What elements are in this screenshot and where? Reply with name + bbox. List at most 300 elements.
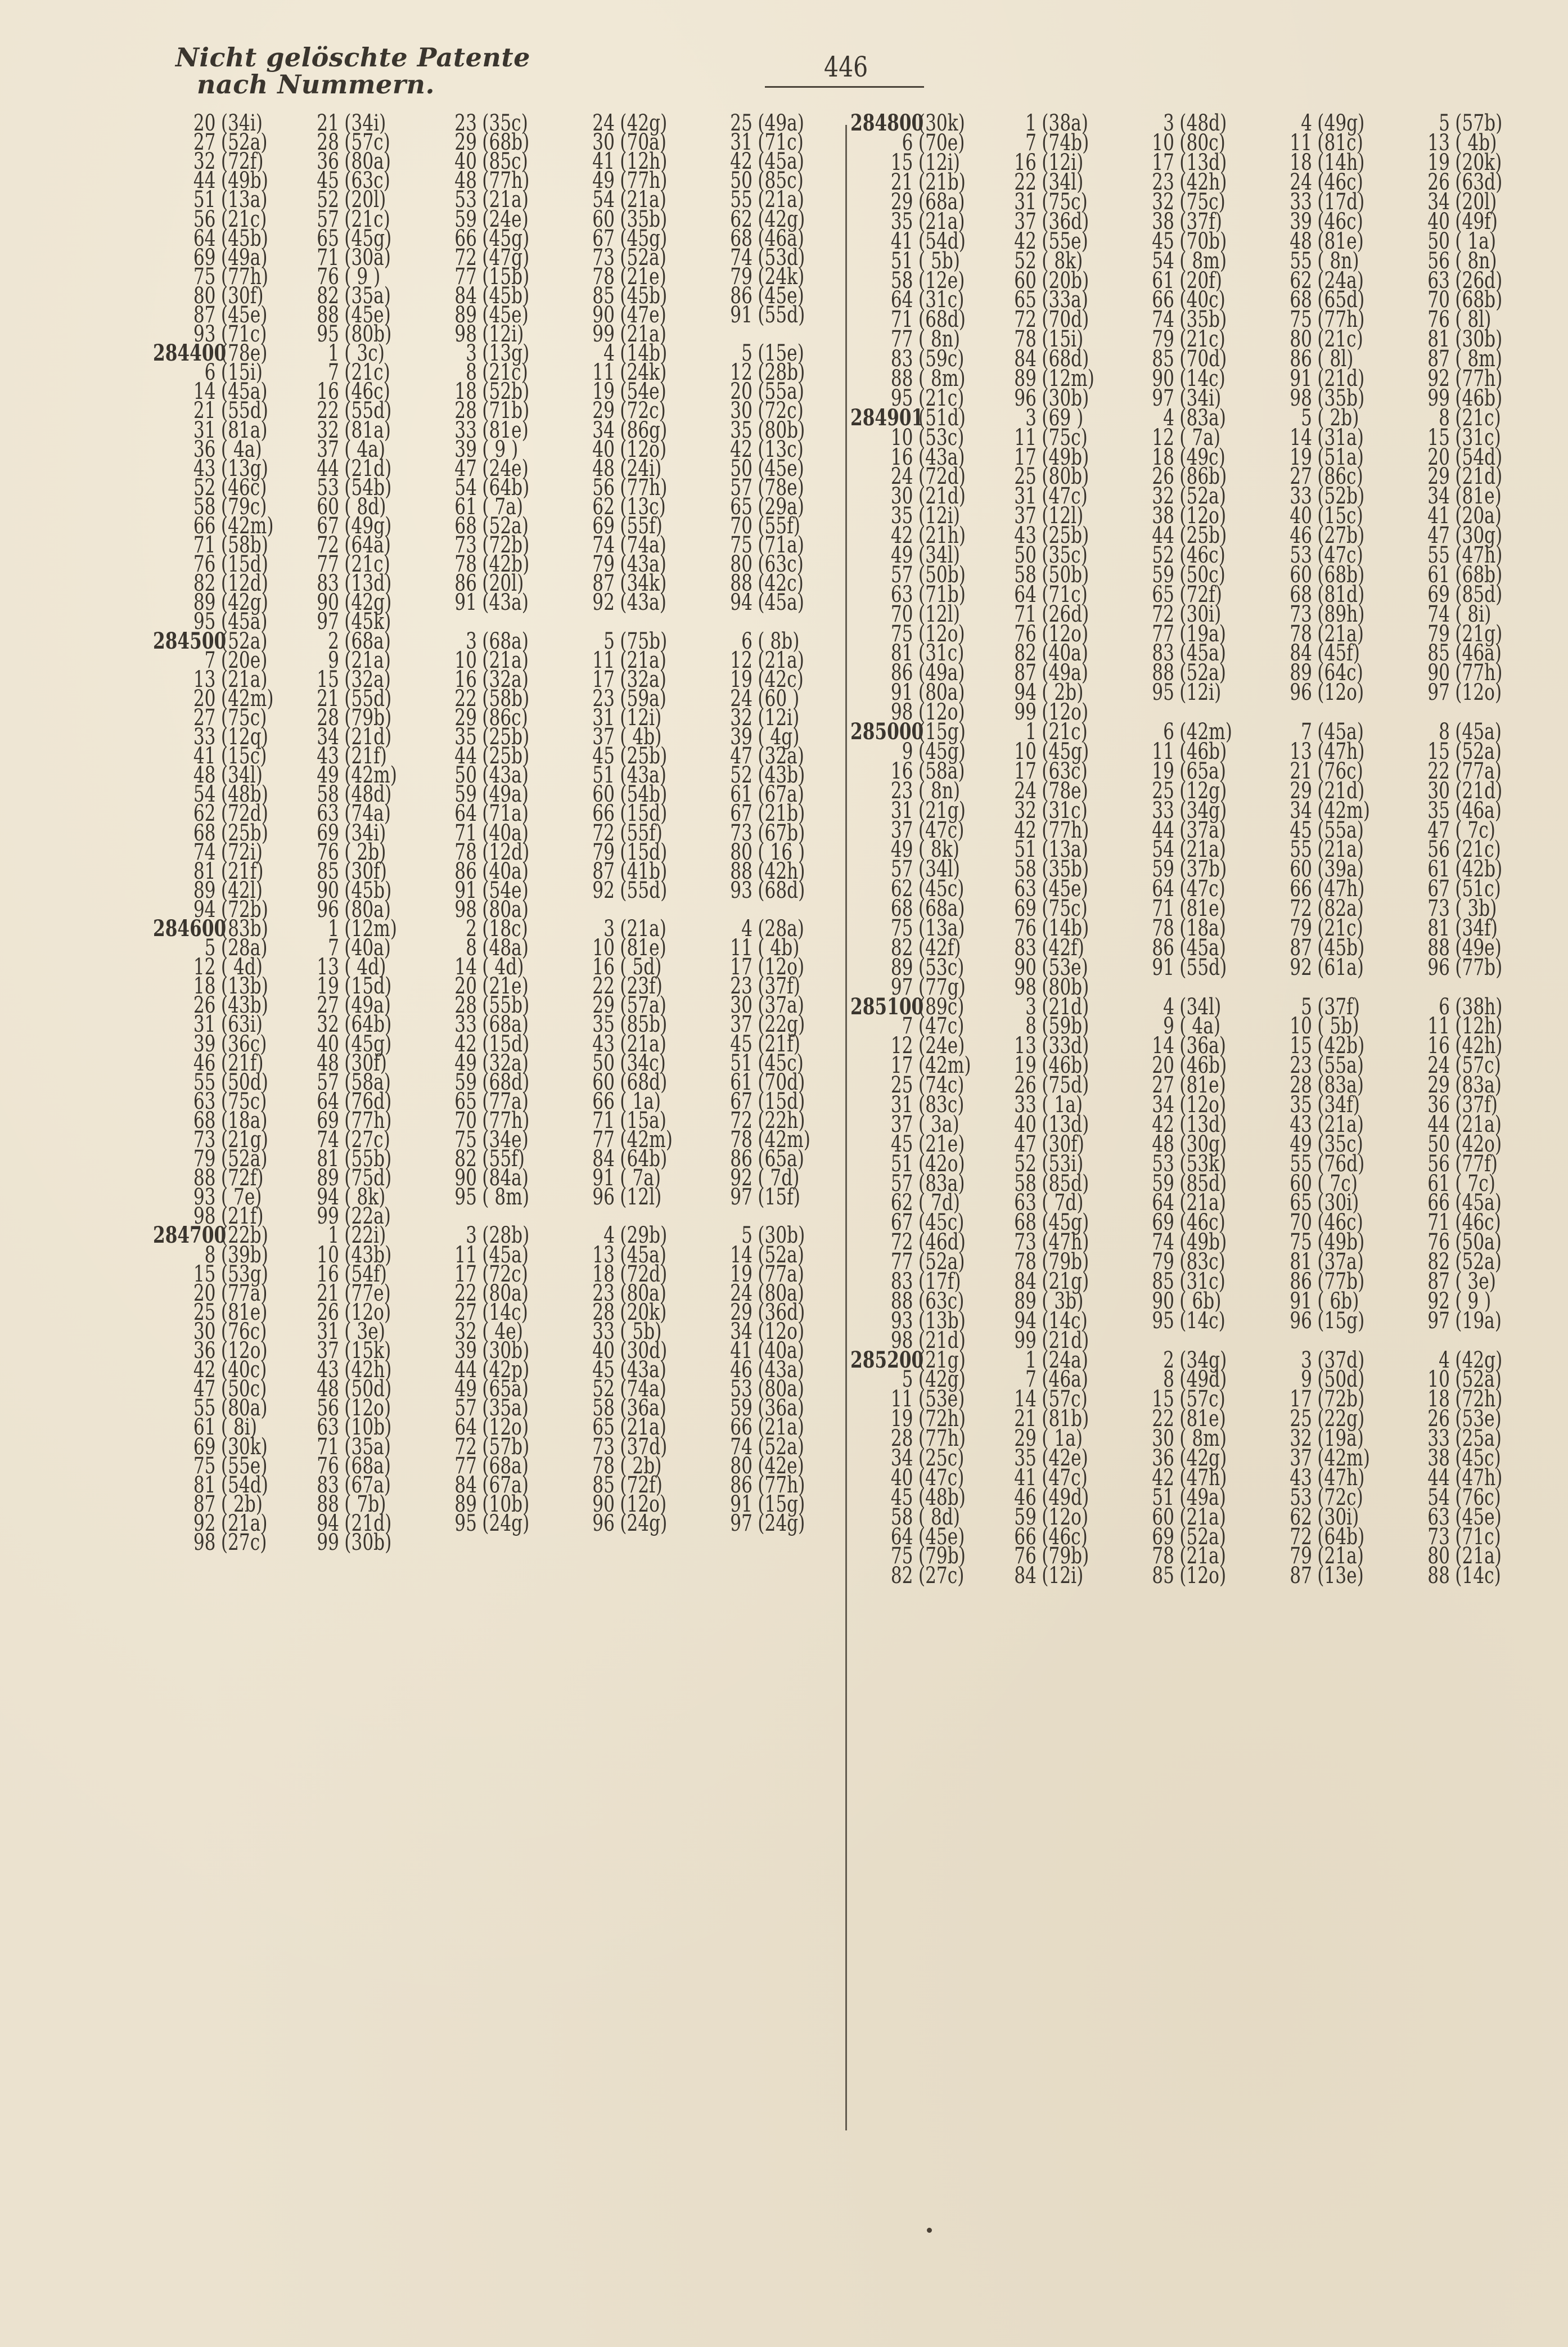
- patent-class: (81e): [620, 935, 666, 961]
- patent-number: 87: [1290, 1563, 1312, 1589]
- patent-class: (67a): [758, 781, 804, 808]
- patent-number: 18: [1427, 1386, 1450, 1413]
- patent-class: (77h): [1042, 817, 1089, 843]
- patent-class: (72d): [620, 1261, 668, 1287]
- patent-number: 45: [890, 1131, 913, 1157]
- patent-class: (45b): [482, 282, 530, 309]
- patent-class: (52a): [482, 513, 529, 539]
- patent-class: (12i): [1042, 150, 1084, 176]
- patent-number: 39: [1290, 208, 1312, 235]
- patent-number: 69: [317, 820, 339, 846]
- patent-number: 90: [592, 302, 615, 328]
- patent-class: (42f): [1042, 934, 1084, 961]
- patent-class: ( 8m): [1455, 346, 1503, 372]
- patent-class: (80c): [1179, 130, 1225, 156]
- patent-number: 79: [1152, 1249, 1174, 1275]
- patent-number: 92: [592, 590, 615, 616]
- patent-number: 92: [730, 1165, 753, 1192]
- patent-number: 87: [592, 570, 615, 597]
- patent-class: (71c): [1455, 1523, 1501, 1550]
- patent-class: (29a): [758, 493, 804, 520]
- patent-number: 76: [1014, 915, 1037, 941]
- patent-class: (21a): [1179, 1190, 1226, 1216]
- patent-class: ( 4a): [1179, 1013, 1221, 1040]
- patent-class: (21a): [1455, 1111, 1502, 1137]
- patent-class: (54d): [1455, 444, 1503, 470]
- patent-number: 54: [1152, 248, 1174, 274]
- patent-class: (42o): [918, 1150, 965, 1177]
- patent-number: 65: [592, 1414, 615, 1441]
- patent-number: 72: [592, 820, 615, 846]
- patent-class: ( 8d): [344, 493, 386, 520]
- patent-class: (30g): [1455, 523, 1503, 549]
- patent-class: (37f): [758, 973, 800, 1000]
- patent-number: 4: [603, 340, 615, 367]
- patent-class: (24k): [758, 263, 805, 290]
- patent-number: 61: [730, 781, 753, 808]
- patent-number: 42: [1014, 228, 1037, 254]
- patent-number: 50: [592, 1050, 615, 1076]
- patent-class: (20k): [1455, 150, 1502, 176]
- patent-number: 45: [592, 743, 615, 770]
- patent-number: 60: [1290, 856, 1312, 883]
- patent-class: (53d): [758, 244, 805, 271]
- patent-class: (77h): [620, 168, 668, 194]
- patent-class: (45b): [220, 225, 268, 251]
- patent-number: 71: [1014, 601, 1037, 627]
- patent-class: (12o): [1179, 1091, 1227, 1118]
- patent-class: (47c): [918, 1013, 965, 1040]
- patent-class: (21d): [1455, 777, 1503, 804]
- patent-class: (21e): [918, 1131, 965, 1157]
- patent-class: (30f): [220, 282, 264, 309]
- patent-number: 15: [1290, 1033, 1312, 1059]
- patent-number: 74: [592, 532, 615, 559]
- patent-class: (34l): [918, 856, 960, 883]
- header-rule: [765, 86, 924, 88]
- patent-class: ( 8k): [918, 837, 959, 863]
- patent-number: 78: [1014, 1249, 1037, 1275]
- patent-class: (15b): [482, 263, 530, 290]
- patent-class: (21a): [1317, 1111, 1364, 1137]
- patent-number: 25: [1014, 464, 1037, 490]
- patent-class: (12o): [620, 436, 667, 462]
- patent-number: 62: [890, 876, 913, 902]
- patent-class: (14c): [482, 1299, 528, 1325]
- patent-number: 37: [730, 1011, 753, 1038]
- patent-base-number: 285200: [850, 1346, 924, 1373]
- patent-number: 79: [592, 551, 615, 578]
- patent-number: 43: [1014, 523, 1037, 549]
- patent-number: 1: [1025, 719, 1037, 745]
- patent-class: (30g): [1179, 1131, 1227, 1157]
- patent-number: 56: [317, 1395, 339, 1422]
- patent-class: (42h): [1455, 1033, 1503, 1059]
- patent-number: 60: [317, 493, 339, 520]
- patent-class: (68a): [482, 1011, 529, 1038]
- patent-number: 82: [890, 934, 913, 961]
- patent-class: ( 8n): [918, 777, 961, 804]
- patent-number: 90: [317, 590, 339, 616]
- patent-number: 46: [1290, 523, 1312, 549]
- patent-number: 15: [1152, 1386, 1174, 1413]
- patent-entry: [1418, 680, 1556, 706]
- patent-class: (35a): [482, 1395, 529, 1422]
- patent-number: 1: [328, 340, 339, 367]
- patent-number: 48: [592, 455, 615, 482]
- patent-class: (42c): [758, 666, 804, 693]
- patent-class: (21c): [344, 359, 390, 386]
- patent-class: (34g): [1179, 797, 1227, 824]
- patent-number: 31: [193, 1011, 216, 1038]
- patent-class: (77g): [918, 974, 966, 1000]
- patent-class: (46a): [758, 225, 804, 251]
- patent-number: 66: [193, 513, 216, 539]
- patent-number: 78: [1290, 621, 1312, 647]
- patent-class: (45e): [758, 455, 804, 482]
- patent-number: 72: [454, 244, 477, 271]
- patent-number: 76: [1427, 307, 1450, 333]
- patent-class: (12o): [918, 699, 965, 726]
- patent-class: (24a): [1042, 1347, 1088, 1373]
- patent-number: 23: [592, 1280, 615, 1306]
- patent-class: (14b): [620, 340, 668, 367]
- patent-number: 7: [328, 935, 339, 961]
- patent-number: 48: [454, 168, 477, 194]
- patent-class: (45b): [620, 282, 668, 309]
- patent-number: 52: [730, 762, 753, 789]
- patent-number: 88: [730, 570, 753, 597]
- patent-class: (80b): [344, 321, 392, 348]
- patent-class: (28b): [758, 359, 805, 386]
- patent-class: (21a): [1317, 837, 1364, 863]
- patent-class: (55f): [620, 820, 663, 846]
- patent-number: 49: [592, 168, 615, 194]
- patent-class: (59a): [620, 685, 666, 712]
- patent-class: (47c): [1317, 542, 1363, 569]
- patent-number: 8: [1163, 1366, 1174, 1393]
- patent-number: 26: [1152, 464, 1174, 490]
- patent-class: (24k): [620, 359, 667, 386]
- patent-number: 70: [890, 601, 913, 627]
- patent-number: 86: [454, 858, 477, 884]
- patent-class: (42o): [1455, 1131, 1502, 1157]
- patent-number: 42: [890, 523, 913, 549]
- patent-class: (27c): [344, 1127, 390, 1153]
- patent-number: 30: [1427, 777, 1450, 804]
- patent-number: 74: [193, 839, 216, 865]
- patent-class: (21b): [758, 801, 805, 827]
- patent-number: 36: [193, 436, 216, 462]
- patent-class: (86c): [482, 704, 528, 731]
- patent-number: 24: [730, 685, 753, 712]
- patent-class: (45e): [220, 302, 268, 328]
- patent-class: (21g): [918, 1347, 966, 1373]
- patent-class: (77h): [1455, 660, 1503, 686]
- patent-class: (82a): [1317, 896, 1364, 922]
- patent-class: (52a): [1179, 1523, 1226, 1550]
- patent-class: (34i): [1179, 385, 1222, 411]
- patent-number: 32: [1152, 483, 1174, 510]
- patent-class: (15a): [620, 1107, 666, 1134]
- patent-class: (43a): [482, 762, 529, 789]
- patent-number: 33: [454, 417, 477, 443]
- patent-number: 74: [1152, 307, 1174, 333]
- patent-class: ( 7c): [1455, 817, 1495, 843]
- patent-class: (42h): [344, 1357, 392, 1383]
- patent-number: 89: [1290, 660, 1312, 686]
- patent-class: ( 4d): [344, 954, 386, 981]
- patent-class: (12o): [220, 1338, 268, 1364]
- patent-number: 2: [1163, 1347, 1174, 1373]
- patent-class: (21c): [1317, 915, 1363, 941]
- patent-class: (68d): [620, 1069, 668, 1095]
- patent-class: (21d): [1317, 777, 1365, 804]
- patent-class: ( 8n): [1317, 248, 1359, 274]
- patent-class: (21d): [344, 455, 392, 482]
- patent-class: (45b): [1317, 934, 1365, 961]
- patent-class: (85d): [1042, 1170, 1089, 1197]
- patent-class: (20l): [344, 187, 386, 213]
- patent-class: (55a): [1317, 817, 1364, 843]
- patent-class: ( 5d): [620, 954, 662, 981]
- patent-class: (70d): [1179, 346, 1227, 372]
- patent-class: (12o): [1317, 680, 1364, 706]
- patent-number: 96: [1290, 1307, 1312, 1334]
- patent-class: (46c): [1042, 1523, 1088, 1550]
- patent-class: (15i): [220, 359, 263, 386]
- patent-number: 68: [730, 225, 753, 251]
- patent-class: (37d): [1317, 1347, 1365, 1373]
- patent-number: 61: [1427, 1170, 1450, 1197]
- patent-class: (45g): [344, 1031, 392, 1057]
- patent-class: (45e): [344, 302, 391, 328]
- patent-class: (53k): [1179, 1150, 1227, 1177]
- patent-class: (21f): [758, 1031, 800, 1057]
- patent-number: 9: [1301, 1366, 1312, 1393]
- patent-class: (75c): [1179, 189, 1225, 215]
- patent-number: 69: [193, 244, 216, 271]
- patent-number: 87: [1290, 934, 1312, 961]
- patent-class: (48d): [344, 781, 392, 808]
- patent-number: 48: [317, 1050, 339, 1076]
- patent-number: 98: [890, 1327, 913, 1354]
- patent-class: (77h): [1455, 366, 1503, 392]
- patent-number: 56: [193, 206, 216, 232]
- patent-number: 37: [1014, 208, 1037, 235]
- patent-entry: [1142, 954, 1280, 981]
- patent-class: (12l): [1042, 503, 1084, 529]
- patent-number: 10: [1152, 130, 1174, 156]
- patent-class: (45a): [758, 590, 804, 616]
- patent-class: (42m): [918, 1053, 971, 1079]
- patent-number: 37: [317, 1338, 339, 1364]
- patent-entry: [583, 590, 720, 616]
- patent-class: (30i): [1317, 1190, 1359, 1216]
- patent-class: (17d): [1317, 189, 1365, 215]
- patent-number: 40: [592, 436, 615, 462]
- patent-number: 57: [890, 856, 913, 883]
- patent-number: 99: [1014, 1327, 1037, 1354]
- patent-number: 91: [730, 1491, 753, 1517]
- patent-class: (25b): [482, 724, 530, 750]
- patent-number: 29: [592, 398, 615, 424]
- patent-number: 84: [454, 282, 477, 309]
- patent-number: 45: [730, 1031, 753, 1057]
- patent-number: 71: [1152, 896, 1174, 922]
- patent-number: 7: [1301, 719, 1312, 745]
- patent-number: 28: [592, 1299, 615, 1325]
- patent-number: 34: [592, 417, 615, 443]
- patent-class: (13b): [220, 973, 268, 1000]
- patent-column-left: [153, 110, 858, 1555]
- patent-class: (47h): [1317, 1464, 1365, 1491]
- patent-number: 1: [1025, 1347, 1037, 1373]
- patent-number: 84: [1014, 346, 1037, 372]
- patent-class: (46c): [1317, 208, 1363, 235]
- patent-class: (70a): [620, 129, 666, 156]
- patent-number: 36: [1427, 1091, 1450, 1118]
- patent-number: 68: [193, 820, 216, 846]
- patent-class: (37a): [1179, 817, 1226, 843]
- patent-number: 88: [730, 858, 753, 884]
- patent-number: 73: [592, 1433, 615, 1460]
- patent-class: ( 3b): [1042, 1288, 1084, 1314]
- patent-number: 33: [454, 1011, 477, 1038]
- patent-class: (81d): [1317, 581, 1365, 608]
- patent-class: (86b): [1179, 464, 1227, 490]
- patent-number: 49: [1290, 1131, 1312, 1157]
- patent-number: 97: [1152, 385, 1174, 411]
- patent-number: 16: [317, 1261, 339, 1287]
- patent-class: (55d): [344, 685, 392, 712]
- patent-number: 73: [1427, 896, 1450, 922]
- patent-number: 41: [730, 1338, 753, 1364]
- patent-number: 52: [193, 474, 216, 501]
- patent-number: 6: [1163, 719, 1174, 745]
- patent-class: ( 7b): [344, 1491, 386, 1517]
- patent-class: (15d): [620, 839, 668, 865]
- patent-class: (34f): [1455, 915, 1498, 941]
- patent-number: 97: [730, 1184, 753, 1211]
- patent-number: 45: [1290, 817, 1312, 843]
- patent-number: 1: [328, 1222, 339, 1249]
- running-head-line-2: nach Nummern.: [197, 69, 435, 100]
- patent-class: (53e): [1042, 954, 1088, 981]
- patent-class: (43a): [620, 762, 666, 789]
- patent-class: (71a): [482, 801, 529, 827]
- patent-number: 90: [317, 877, 339, 903]
- patent-class: (37f): [1179, 208, 1222, 235]
- patent-number: 83: [890, 346, 913, 372]
- patent-number: 97: [730, 1510, 753, 1536]
- patent-class: (46c): [1455, 1210, 1501, 1236]
- patent-class: (50c): [1179, 561, 1225, 588]
- patent-class: (42g): [1455, 1347, 1503, 1373]
- patent-class: (34f): [1317, 1091, 1360, 1118]
- patent-class: (42m): [758, 1127, 810, 1153]
- patent-class: (42e): [1042, 1445, 1088, 1471]
- patent-class: (77h): [620, 474, 668, 501]
- patent-class: ( 8k): [344, 1184, 386, 1211]
- patent-number: 60: [592, 206, 615, 232]
- patent-number: 46: [730, 1357, 753, 1383]
- patent-number: 80: [730, 551, 753, 578]
- patent-class: (35b): [1042, 856, 1089, 883]
- patent-class: ( 4a): [220, 436, 262, 462]
- patent-number: 4: [1301, 110, 1312, 137]
- patent-entry: [1418, 954, 1556, 981]
- patent-class: (81e): [1317, 228, 1364, 254]
- patent-class: (72b): [482, 532, 530, 559]
- patent-number: 19: [317, 973, 339, 1000]
- patent-number: 22: [454, 1280, 477, 1306]
- patent-class: (77b): [1317, 1268, 1365, 1294]
- patent-class: (55f): [620, 513, 663, 539]
- patent-class: (40a): [344, 935, 391, 961]
- patent-class: (65a): [482, 1376, 529, 1402]
- patent-number: 96: [592, 1510, 615, 1536]
- patent-class: (34l): [918, 542, 960, 569]
- patent-number: 59: [454, 206, 477, 232]
- patent-number: 25: [1290, 1406, 1312, 1432]
- patent-class: (25c): [918, 1445, 965, 1471]
- patent-class: (55f): [758, 513, 800, 539]
- patent-class: ( 8i): [220, 1414, 257, 1441]
- patent-number: 10: [1427, 1366, 1450, 1393]
- patent-class: ( 6b): [1317, 1288, 1359, 1314]
- patent-number: 60: [1290, 561, 1312, 588]
- patent-class: (77h): [344, 1107, 392, 1134]
- patent-class: ( 5b): [620, 1318, 662, 1345]
- patent-number: 71: [592, 1107, 615, 1134]
- patent-class: (24a): [1317, 267, 1364, 294]
- patent-number: 41: [1014, 1464, 1037, 1491]
- patent-class: (79b): [918, 1543, 966, 1570]
- patent-number: 89: [1014, 1288, 1037, 1314]
- patent-class: (34c): [620, 1050, 666, 1076]
- patent-class: (45a): [1455, 1190, 1502, 1216]
- patent-number: 79: [193, 1146, 216, 1172]
- patent-class: (47h): [1455, 1464, 1503, 1491]
- patent-number: 27: [193, 704, 216, 731]
- patent-number: 39: [454, 436, 477, 462]
- patent-number: 51: [592, 762, 615, 789]
- patent-class: (22b): [220, 1222, 268, 1249]
- patent-class: ( 4b): [758, 935, 800, 961]
- patent-class: (42e): [758, 1453, 804, 1479]
- patent-class: (49g): [344, 513, 392, 539]
- patent-class: (21c): [220, 206, 267, 232]
- patent-entry: [583, 1510, 720, 1536]
- patent-number: 65: [1152, 581, 1174, 608]
- patent-number: 22: [1427, 758, 1450, 784]
- patent-number: 19: [592, 379, 615, 405]
- patent-class: (21d): [1042, 993, 1089, 1020]
- patent-class: ( 2b): [1042, 680, 1084, 706]
- patent-class: (46d): [918, 1229, 966, 1256]
- patent-number: 88: [890, 366, 913, 392]
- patent-number: 61: [730, 1069, 753, 1095]
- patent-class: (21c): [482, 359, 528, 386]
- patent-class: (15d): [220, 551, 268, 578]
- patent-class: (53e): [1455, 1406, 1502, 1432]
- patent-number: 83: [1014, 934, 1037, 961]
- patent-class: ( 3e): [344, 1318, 385, 1345]
- patent-number: 37: [317, 436, 339, 462]
- patent-number: 47: [1427, 523, 1450, 549]
- patent-class: (21d): [344, 1510, 392, 1536]
